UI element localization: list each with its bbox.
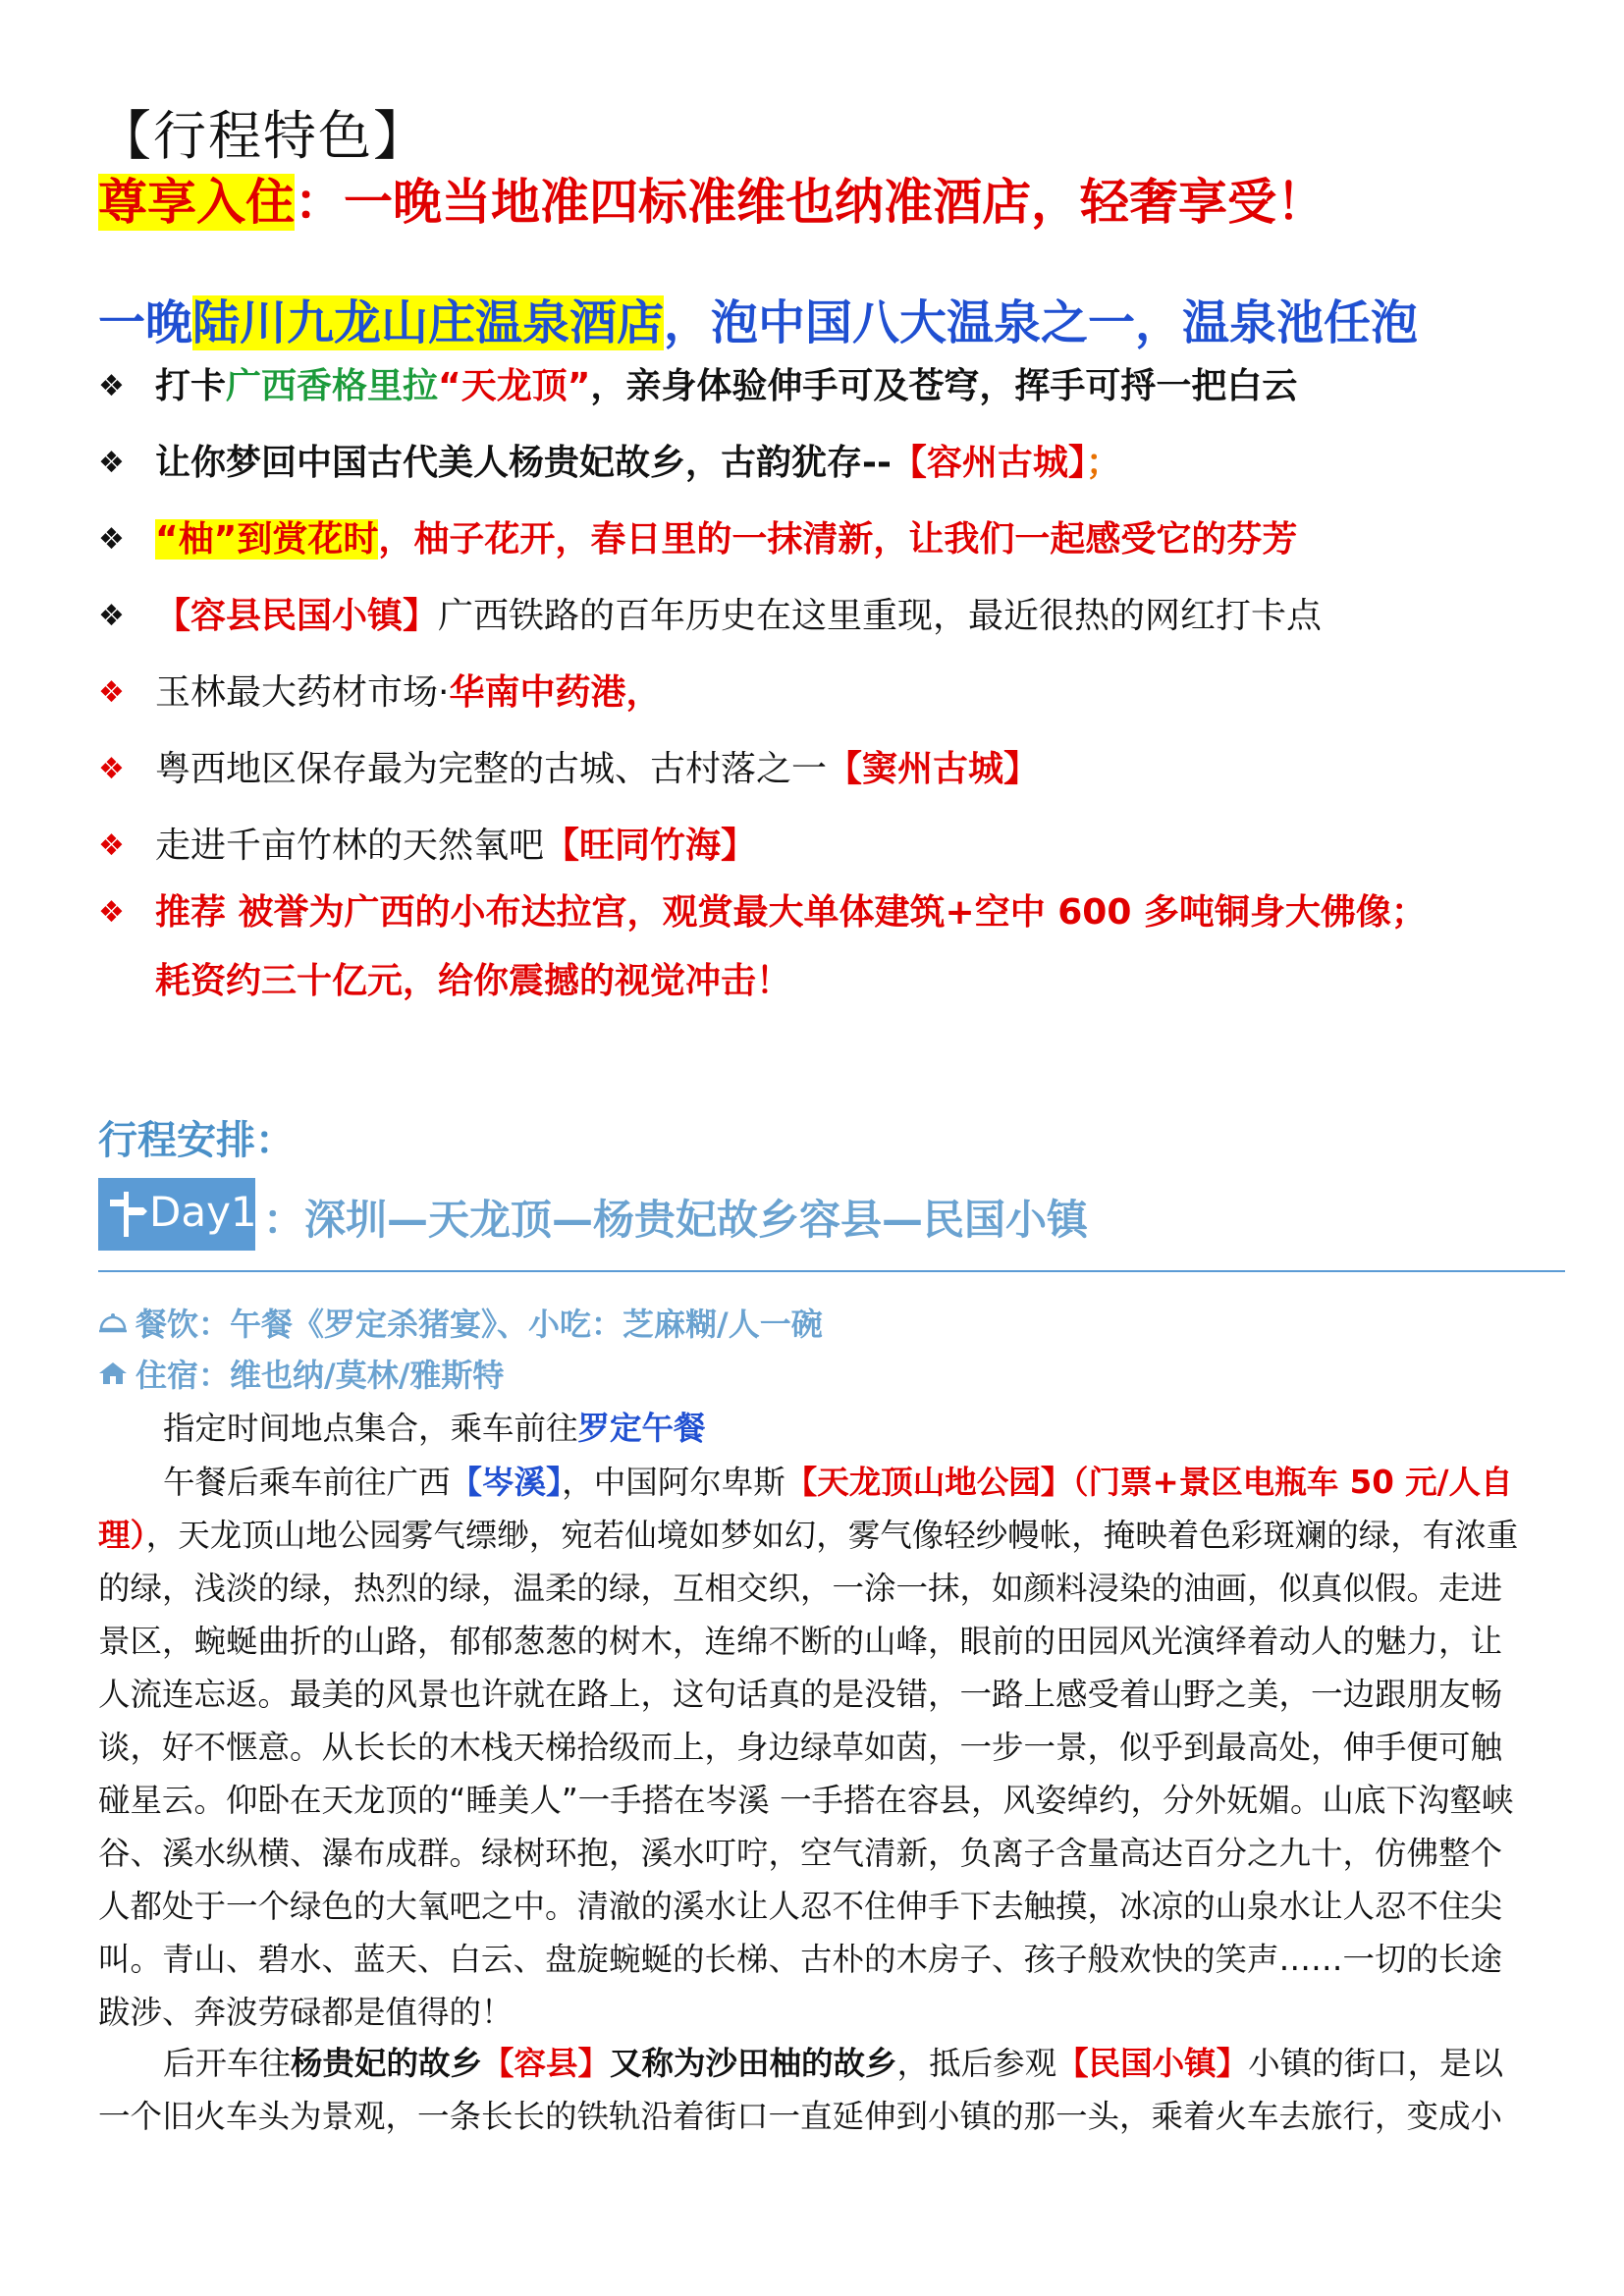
list-item — [98, 889, 1551, 936]
bullet-text: 让你梦回中国古代美人杨贵妃故乡，古韵犹存-- — [155, 443, 892, 483]
para-text: ，中国阿尔卑斯 — [562, 1464, 785, 1501]
feature-hotspring-highlight: 陆川九龙山庄温泉酒店 — [192, 295, 665, 350]
bullet-text: 粤西地区保存最为完整的古城、古村落之一 — [155, 749, 828, 789]
bullet-text: ，亲身体验伸手可及苍穹，挥手可捋一把白云 — [590, 366, 1298, 406]
feature-hotspring-text: ，泡中国八大温泉之一，温泉池任泡 — [664, 295, 1419, 350]
diamond-bullet-icon: ❖ — [98, 369, 125, 403]
para-highlight: 罗定午餐 — [577, 1410, 706, 1447]
bullet-highlight: 广西香格里拉 — [226, 366, 439, 406]
list-item — [98, 516, 1551, 563]
house-icon — [98, 1357, 135, 1394]
day-paragraph-3 — [98, 2037, 1532, 2143]
dining-cloche-icon — [98, 1306, 135, 1343]
para-highlight: 【容县】 — [482, 2045, 611, 2082]
list-item-continuation — [98, 958, 1551, 1005]
para-text: 指定时间地点集合，乘车前往 — [163, 1410, 578, 1447]
list-item — [98, 823, 1551, 870]
para-highlight: 【民国小镇】 — [1056, 2045, 1249, 2082]
bullet-text: 耗资约三十亿元，给你震撼的视觉冲击！ — [155, 961, 792, 1001]
diamond-bullet-icon: ❖ — [98, 752, 125, 786]
feature-hotel-text: ：一晚当地准四标准维也纳准酒店，轻奢享受！ — [295, 174, 1326, 231]
day-route: ：深圳—天龙顶—杨贵妃故乡容县—民国小镇 — [263, 1196, 1089, 1244]
para-text: 小镇的街口，是以一个旧火车头为景观，一条长长的铁轨沿着街口一直延伸到小镇的那一头，乘着火车去旅行，变成小 — [98, 2045, 1504, 2135]
list-item — [98, 363, 1551, 410]
para-text: ，抵后参观 — [896, 2045, 1057, 2082]
para-highlight: 【岑溪】 — [450, 1464, 563, 1501]
bullet-highlight: 【旺同竹海】 — [544, 826, 757, 866]
bullet-text: 打卡 — [155, 366, 227, 406]
bullet-highlight: “天龙顶” — [438, 366, 591, 406]
bullet-punct: ； — [1085, 443, 1121, 483]
bullet-highlight: 【容县民国小镇】 — [155, 596, 439, 636]
feature-bullet-list — [98, 363, 1551, 1005]
day-label: Day1 — [149, 1188, 257, 1236]
list-item — [98, 593, 1551, 640]
schedule-title: 行程安排： — [98, 1118, 295, 1163]
bullet-highlight: 【窦州古城】 — [827, 749, 1040, 789]
bullet-text: 走进千亩竹林的天然氧吧 — [155, 826, 545, 866]
diamond-bullet-icon: ❖ — [98, 599, 125, 633]
meal-text: 餐饮：午餐《罗定杀猪宴》、小吃：芝麻糊/人一碗 — [135, 1306, 823, 1343]
list-item — [98, 440, 1551, 487]
diamond-bullet-icon: ❖ — [98, 446, 125, 480]
para-highlight: 又称为沙田柚的故乡 — [610, 2045, 897, 2082]
para-highlight: 杨贵妃的故乡 — [291, 2045, 483, 2082]
para-text: 午餐后乘车前往广西 — [163, 1464, 451, 1501]
diamond-bullet-icon: ❖ — [98, 675, 125, 710]
feature-hotspring-line — [98, 285, 1418, 352]
day-paragraph-1 — [98, 1402, 1532, 1455]
section-divider — [98, 1270, 1565, 1272]
stay-text: 住宿：维也纳/莫林/雅斯特 — [135, 1357, 505, 1394]
feature-hotspring-prefix: 一晚 — [98, 295, 193, 350]
feature-heading: 【行程特色】 — [98, 105, 428, 167]
list-item — [98, 669, 1551, 717]
para-highlight: 【天龙顶山地公园】（门票+景区电瓶车 50 元/人自理） — [98, 1464, 1513, 1554]
bullet-text: 推荐 被誉为广西的小布达拉宫，观赏最大单体建筑+空中 600 多吨铜身大佛像； — [155, 892, 1427, 933]
bullet-highlight: “柚”到赏花时 — [155, 519, 379, 560]
stay-info — [98, 1351, 504, 1396]
feature-hotel-highlight: 尊享入住 — [98, 174, 295, 231]
diamond-bullet-icon: ❖ — [98, 828, 125, 863]
list-item — [98, 746, 1551, 793]
para-text: 后开车往 — [163, 2045, 292, 2082]
bullet-highlight: 华南中药港， — [449, 672, 662, 713]
diamond-bullet-icon: ❖ — [98, 522, 125, 557]
bullet-text: 玉林最大药材市场· — [155, 672, 450, 713]
meal-info — [98, 1300, 823, 1345]
signpost-icon — [104, 1188, 149, 1241]
para-text: ，天龙顶山地公园雾气缥缈，宛若仙境如梦如幻，雾气像轻纱幔帐，掩映着色彩斑斓的绿，有浓重的绿，浅淡的绿，热烈的绿，温柔的绿，互相交织，一涂一抹，如颜料浸染的油画，似真似假。走进景区，蜿蜒曲折的山路，郁郁葱葱的树木，连绵不断的山峰，眼前的田园风光演绎着动人的魅力，让人流连忘返。最美的风景也许就在路上，这句话真的是没错，一路上感受着山野之美，一边跟朋友畅谈，好不惬意。从长长的木栈天梯拾级而上，身边绿草如茵，一步一景，似乎到最高处，伸手便可触碰星云。仰卧在天龙顶的“睡美人”一手搭在岑溪 一手搭在容县，风姿绰约，分外妩媚。山底下沟壑峡谷、溪水纵横、瀑布成群。绿树环抱，溪水叮咛，空气清新，负离子含量高达百分之九十，仿佛整个人都处于一个绿色的大氧吧之中。清澈的溪水让人忍不住伸手下去触摸，冰凉的山泉水让人忍不住尖叫。青山、碧水、蓝天、白云、盘旋蜿蜒的长梯、古朴的木房子、孩子般欢快的笑声……一切的长途跋涉、奔波劳碌都是值得的！ — [98, 1517, 1519, 2031]
feature-hotel-line — [98, 163, 1326, 234]
bullet-text: ，柚子花开，春日里的一抹清新，让我们一起感受它的芬芳 — [378, 519, 1298, 560]
diamond-bullet-icon: ❖ — [98, 895, 125, 930]
bullet-highlight: 【容州古城】 — [891, 443, 1086, 483]
day-paragraph-2 — [98, 1456, 1532, 2039]
bullet-text: 广西铁路的百年历史在这里重现，最近很热的网红打卡点 — [438, 596, 1323, 636]
